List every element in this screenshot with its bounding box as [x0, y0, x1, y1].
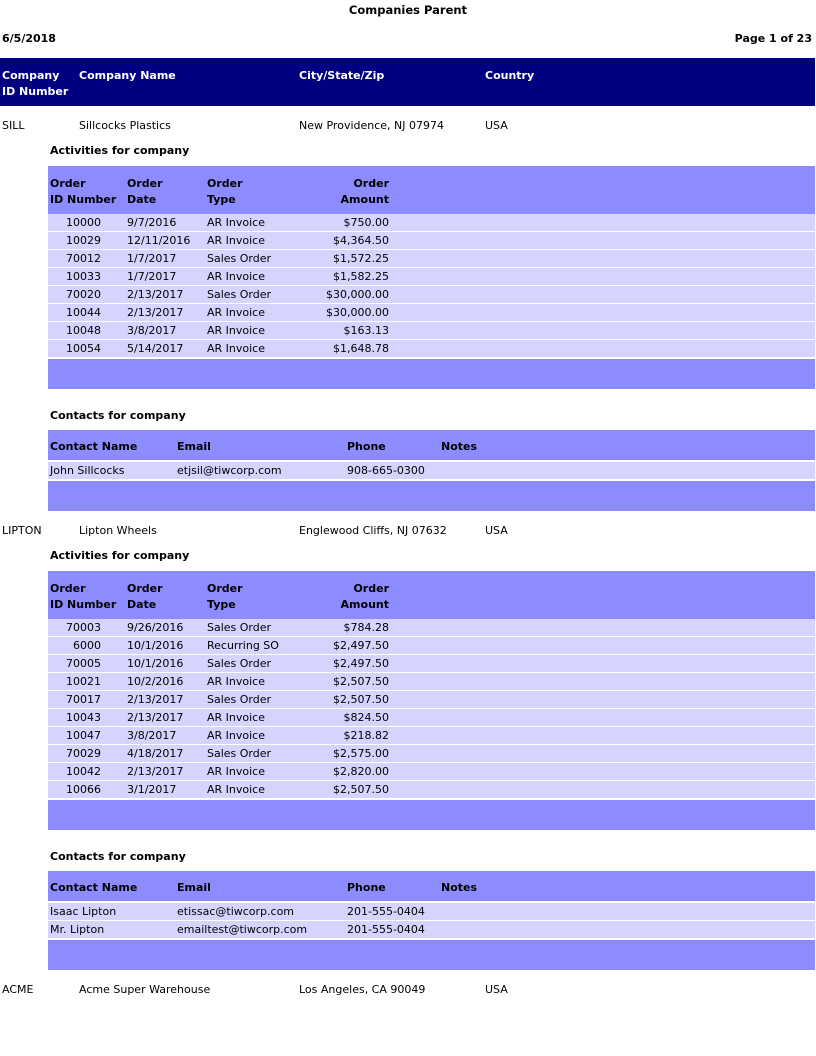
activities-label: Activities for company	[50, 144, 190, 157]
activity-id: 10044	[66, 306, 101, 319]
activity-id: 10021	[66, 675, 101, 688]
activity-date: 10/1/2016	[127, 639, 184, 652]
activity-row	[48, 781, 815, 799]
activities-footer	[48, 359, 815, 389]
contact-phone: 201-555-0404	[347, 905, 425, 918]
activity-amount: $750.00	[343, 216, 389, 229]
company-id: ACME	[2, 983, 34, 996]
contact-name: John Sillcocks	[50, 464, 125, 477]
order-type-header-l1: Order	[207, 177, 243, 190]
order-date-header	[127, 176, 163, 208]
contact-row	[48, 921, 815, 939]
activity-type: Recurring SO	[207, 639, 279, 652]
activity-row	[48, 727, 815, 745]
activity-id: 70020	[66, 288, 101, 301]
order-id-header	[50, 176, 116, 208]
order-date-header-l1: Order	[127, 177, 163, 190]
notes-header: Notes	[441, 881, 478, 894]
order-id-header-l2: ID Number	[50, 598, 117, 611]
activity-date: 2/13/2017	[127, 711, 184, 724]
activity-row	[48, 637, 815, 655]
email-header: Email	[177, 440, 211, 453]
activity-amount: $2,497.50	[333, 639, 389, 652]
activity-date: 3/8/2017	[127, 729, 177, 742]
order-date-header-l2: Date	[127, 193, 157, 206]
activity-amount: $2,507.50	[333, 693, 389, 706]
activity-id: 10047	[66, 729, 101, 742]
report-date: 6/5/2018	[2, 32, 56, 45]
activity-type: Sales Order	[207, 747, 272, 760]
activity-date: 5/14/2017	[127, 342, 184, 355]
order-id-header	[50, 581, 116, 613]
company-row	[0, 117, 816, 135]
contact-phone: 908-665-0300	[347, 464, 425, 477]
company-row	[0, 981, 816, 999]
company-country: USA	[485, 983, 508, 996]
order-amount-header-l1: Order	[353, 582, 389, 595]
order-id-header-l1: Order	[50, 177, 86, 190]
company-id: LIPTON	[2, 524, 42, 537]
activity-amount: $2,820.00	[333, 765, 389, 778]
order-id-header-l1: Order	[50, 582, 86, 595]
order-date-header	[127, 581, 163, 613]
activity-amount: $2,497.50	[333, 657, 389, 670]
order-date-header-l1: Order	[127, 582, 163, 595]
contact-phone: 201-555-0404	[347, 923, 425, 936]
order-type-header	[207, 581, 243, 613]
contact-row	[48, 462, 815, 480]
activity-row	[48, 691, 815, 709]
activity-row	[48, 709, 815, 727]
activity-date: 3/8/2017	[127, 324, 177, 337]
activity-amount: $824.50	[343, 711, 389, 724]
activity-amount: $2,507.50	[333, 783, 389, 796]
order-type-header-l2: Type	[207, 193, 236, 206]
contacts-label: Contacts for company	[50, 850, 186, 863]
contacts-header	[48, 871, 815, 901]
activity-date: 3/1/2017	[127, 783, 177, 796]
activity-amount: $1,648.78	[333, 342, 389, 355]
activity-id: 10066	[66, 783, 101, 796]
activity-type: Sales Order	[207, 252, 272, 265]
activity-amount: $784.28	[343, 621, 389, 634]
company-city: New Providence, NJ 07974	[299, 119, 444, 132]
email-header: Email	[177, 881, 211, 894]
order-date-header-l2: Date	[127, 598, 157, 611]
activity-id: 10043	[66, 711, 101, 724]
activity-id: 10029	[66, 234, 101, 247]
company-id-header-line2: ID Number	[2, 85, 69, 98]
activity-type: Sales Order	[207, 693, 272, 706]
activity-type: AR Invoice	[207, 675, 265, 688]
activity-type: AR Invoice	[207, 306, 265, 319]
country-header: Country	[485, 69, 535, 82]
contact-email: etissac@tiwcorp.com	[177, 905, 295, 918]
activity-type: Sales Order	[207, 288, 272, 301]
contact-email: etjsil@tiwcorp.com	[177, 464, 282, 477]
activity-date: 2/13/2017	[127, 765, 184, 778]
company-column-header	[0, 58, 815, 106]
activity-amount: $4,364.50	[333, 234, 389, 247]
report-title: Companies Parent	[348, 3, 468, 17]
activity-type: AR Invoice	[207, 765, 265, 778]
activity-amount: $163.13	[343, 324, 389, 337]
order-amount-header	[288, 176, 389, 208]
company-city: Los Angeles, CA 90049	[299, 983, 426, 996]
activity-id: 70012	[66, 252, 101, 265]
contact-name: Mr. Lipton	[50, 923, 105, 936]
activity-row	[48, 250, 815, 268]
activity-id: 6000	[73, 639, 101, 652]
activity-id: 10042	[66, 765, 101, 778]
activity-row	[48, 745, 815, 763]
company-name: Sillcocks Plastics	[79, 119, 171, 132]
activity-row	[48, 619, 815, 637]
activity-date: 12/11/2016	[127, 234, 191, 247]
activity-id: 70005	[66, 657, 101, 670]
activity-amount: $218.82	[343, 729, 389, 742]
order-type-header-l1: Order	[207, 582, 243, 595]
activities-header	[48, 166, 815, 214]
activity-amount: $1,582.25	[333, 270, 389, 283]
company-country: USA	[485, 524, 508, 537]
activity-date: 2/13/2017	[127, 693, 184, 706]
activity-row	[48, 322, 815, 340]
activity-amount: $2,507.50	[333, 675, 389, 688]
order-amount-header	[288, 581, 389, 613]
activity-row	[48, 340, 815, 358]
order-amount-header-l2: Amount	[340, 193, 389, 206]
activity-type: AR Invoice	[207, 783, 265, 796]
activity-type: AR Invoice	[207, 711, 265, 724]
activity-row	[48, 763, 815, 781]
activity-amount: $2,575.00	[333, 747, 389, 760]
company-id: SILL	[2, 119, 25, 132]
activity-type: AR Invoice	[207, 270, 265, 283]
phone-header: Phone	[347, 440, 386, 453]
contacts-label: Contacts for company	[50, 409, 186, 422]
activity-type: AR Invoice	[207, 216, 265, 229]
contact-name: Isaac Lipton	[50, 905, 117, 918]
activity-type: AR Invoice	[207, 342, 265, 355]
activities-label: Activities for company	[50, 549, 190, 562]
activity-row	[48, 304, 815, 322]
activity-row	[48, 268, 815, 286]
contact-email: emailtest@tiwcorp.com	[177, 923, 308, 936]
activity-date: 2/13/2017	[127, 306, 184, 319]
activity-id: 70003	[66, 621, 101, 634]
company-country: USA	[485, 119, 508, 132]
activity-row	[48, 286, 815, 304]
activity-type: AR Invoice	[207, 234, 265, 247]
activity-amount: $30,000.00	[326, 288, 389, 301]
company-row	[0, 522, 816, 540]
activity-id: 70017	[66, 693, 101, 706]
contacts-header	[48, 430, 815, 460]
activity-type: Sales Order	[207, 657, 272, 670]
notes-header: Notes	[441, 440, 478, 453]
activity-row	[48, 214, 815, 232]
company-city: Englewood Cliffs, NJ 07632	[299, 524, 447, 537]
contact-name-header: Contact Name	[50, 881, 138, 894]
activity-type: Sales Order	[207, 621, 272, 634]
activity-row	[48, 655, 815, 673]
order-amount-header-l1: Order	[353, 177, 389, 190]
city-state-zip-header: City/State/Zip	[299, 69, 385, 82]
activity-id: 10000	[66, 216, 101, 229]
activity-type: AR Invoice	[207, 729, 265, 742]
activity-row	[48, 673, 815, 691]
activity-date: 10/2/2016	[127, 675, 184, 688]
order-type-header	[207, 176, 243, 208]
activity-row	[48, 232, 815, 250]
activity-date: 9/26/2016	[127, 621, 184, 634]
contact-name-header: Contact Name	[50, 440, 138, 453]
contacts-footer	[48, 940, 815, 970]
contact-row	[48, 903, 815, 921]
activity-id: 10054	[66, 342, 101, 355]
page-number: Page 1 of 23	[734, 32, 812, 45]
activity-id: 10048	[66, 324, 101, 337]
company-id-header	[2, 68, 68, 100]
activity-amount: $30,000.00	[326, 306, 389, 319]
activity-type: AR Invoice	[207, 324, 265, 337]
activity-id: 10033	[66, 270, 101, 283]
company-name: Acme Super Warehouse	[79, 983, 211, 996]
activity-date: 9/7/2016	[127, 216, 177, 229]
activity-date: 2/13/2017	[127, 288, 184, 301]
activities-footer	[48, 800, 815, 830]
order-type-header-l2: Type	[207, 598, 236, 611]
activities-header	[48, 571, 815, 619]
activity-date: 4/18/2017	[127, 747, 184, 760]
activity-id: 70029	[66, 747, 101, 760]
contacts-footer	[48, 481, 815, 511]
order-id-header-l2: ID Number	[50, 193, 117, 206]
company-name-header: Company Name	[79, 69, 176, 82]
phone-header: Phone	[347, 881, 386, 894]
activity-date: 1/7/2017	[127, 252, 177, 265]
order-amount-header-l2: Amount	[340, 598, 389, 611]
company-name: Lipton Wheels	[79, 524, 157, 537]
activity-amount: $1,572.25	[333, 252, 389, 265]
activity-date: 1/7/2017	[127, 270, 177, 283]
company-id-header-line1: Company	[2, 69, 60, 82]
activity-date: 10/1/2016	[127, 657, 184, 670]
